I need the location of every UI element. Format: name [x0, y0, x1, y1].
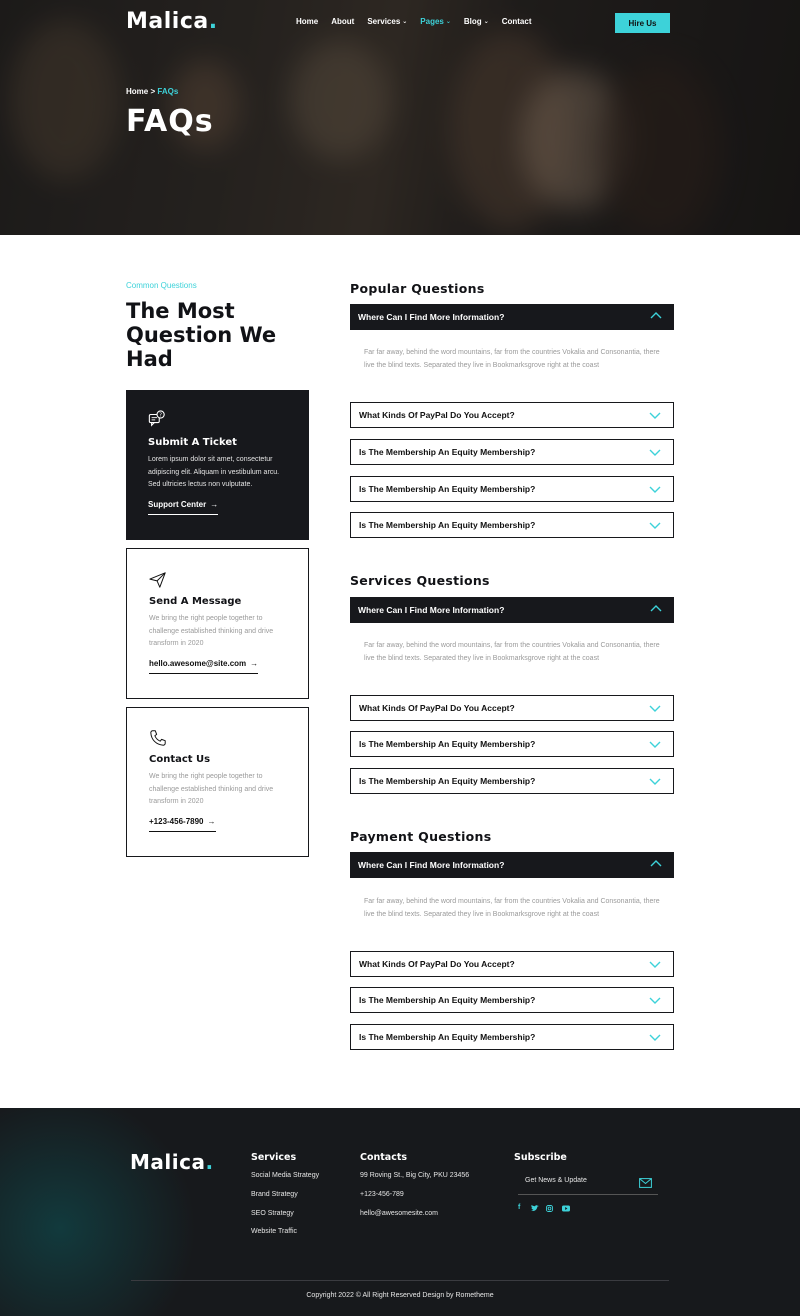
- arrow-right-icon: →: [250, 659, 259, 668]
- faq-question[interactable]: [350, 402, 674, 428]
- hero-banner: [0, 0, 800, 235]
- nav-about[interactable]: [331, 17, 354, 26]
- chevron-up-icon: [650, 859, 662, 869]
- support-center-link[interactable]: [148, 500, 218, 515]
- faq-question-label: Is The Membership An Equity Membership?: [359, 739, 536, 749]
- faq-question-label: Is The Membership An Equity Membership?: [359, 776, 536, 786]
- card-text: Lorem ipsum dolor sit amet, consectetur adipiscing elit. Aliquam in vestibulum arcu. Sed ultricies lectus non vulputate.: [148, 456, 280, 488]
- phone-link[interactable]: [149, 817, 216, 832]
- faq-question-label: What Kinds Of PayPal Do You Accept?: [359, 959, 515, 969]
- nav-label: Services: [367, 17, 401, 26]
- chevron-down-icon: [649, 484, 661, 494]
- breadcrumb-home[interactable]: Home: [126, 87, 149, 96]
- nav-label: About: [331, 17, 355, 26]
- arrow-right-icon: →: [207, 817, 216, 826]
- logo-text: Malica: [130, 1150, 206, 1174]
- logo-text: Malica: [126, 9, 209, 34]
- faq-question-open[interactable]: [350, 852, 674, 878]
- nav-label: Home: [296, 17, 319, 26]
- faq-question-label: Is The Membership An Equity Membership?: [359, 484, 536, 494]
- footer-services-title: Services: [251, 1152, 297, 1163]
- youtube-icon[interactable]: [562, 1205, 570, 1212]
- chevron-down-icon: [649, 447, 661, 457]
- faq-question-label: What Kinds Of PayPal Do You Accept?: [359, 410, 515, 420]
- nav-label: Pages: [420, 17, 444, 26]
- envelope-icon[interactable]: [639, 1178, 652, 1188]
- chevron-down-icon: [649, 1032, 661, 1042]
- nav-label: Blog: [463, 17, 482, 26]
- faq-question[interactable]: [350, 951, 674, 977]
- footer-link-brand-strategy[interactable]: Brand Strategy: [251, 1191, 298, 1198]
- faq-question-open[interactable]: [350, 597, 674, 623]
- card-text: We bring the right people together to challenge established thinking and drive transform in 2020: [149, 773, 274, 805]
- twitter-icon[interactable]: [531, 1205, 539, 1212]
- chevron-up-icon: [650, 311, 662, 321]
- chevron-up-icon: [650, 604, 662, 614]
- faq-question-label: Is The Membership An Equity Membership?: [359, 447, 536, 457]
- faq-question-label: Where Can I Find More Information?: [358, 860, 505, 870]
- copyright-text: Copyright 2022 © All Right Reserved Design by Rometheme: [306, 1292, 494, 1299]
- footer-divider: [131, 1280, 669, 1281]
- subscribe-placeholder: Get News & Update: [525, 1177, 587, 1184]
- faq-section-title: Services Questions: [350, 573, 490, 588]
- paper-plane-icon: [149, 571, 167, 589]
- faq-question[interactable]: [350, 987, 674, 1013]
- facebook-icon[interactable]: f: [518, 1204, 521, 1211]
- faq-question-label: Is The Membership An Equity Membership?: [359, 520, 536, 530]
- footer-link-social-media[interactable]: Social Media Strategy: [251, 1172, 320, 1179]
- page-title: FAQs: [126, 104, 214, 139]
- link-label: Support Center: [148, 500, 207, 509]
- faq-section-title: Payment Questions: [350, 829, 492, 844]
- breadcrumb-current: FAQs: [157, 87, 179, 96]
- subscribe-input[interactable]: [518, 1168, 658, 1195]
- breadcrumb-separator: >: [150, 87, 156, 96]
- faq-answer: Far far away, behind the word mountains, far from the countries Vokalia and Consonantia, there live the blind texts. Separated they live in Bookmarksgrove right at the coast: [364, 349, 660, 369]
- chevron-down-icon: [649, 739, 661, 749]
- site-logo[interactable]: [126, 9, 218, 34]
- link-label: +123-456-7890: [149, 817, 204, 826]
- svg-text:?: ?: [159, 412, 163, 419]
- nav-services[interactable]: [367, 17, 407, 26]
- faq-question[interactable]: [350, 439, 674, 465]
- submit-ticket-card: [126, 390, 309, 540]
- faq-question[interactable]: [350, 731, 674, 757]
- chevron-down-icon: ⌄: [445, 19, 451, 25]
- faq-question[interactable]: [350, 768, 674, 794]
- link-label: hello.awesome@site.com: [149, 659, 247, 668]
- arrow-right-icon: →: [210, 500, 219, 509]
- faq-question-label: Where Can I Find More Information?: [358, 605, 505, 615]
- nav-label: Contact: [501, 17, 532, 26]
- nav-blog[interactable]: [464, 17, 489, 26]
- nav-contact[interactable]: [502, 17, 532, 26]
- card-title: Submit A Ticket: [148, 437, 237, 448]
- faq-question-label: Is The Membership An Equity Membership?: [359, 1032, 536, 1042]
- chevron-down-icon: [649, 995, 661, 1005]
- chevron-down-icon: [649, 703, 661, 713]
- faq-question-label: Is The Membership An Equity Membership?: [359, 995, 536, 1005]
- chevron-down-icon: ⌄: [483, 19, 489, 25]
- chevron-down-icon: [649, 959, 661, 969]
- faq-question-open[interactable]: [350, 304, 674, 330]
- footer-logo[interactable]: [130, 1150, 214, 1174]
- email-link[interactable]: [149, 659, 258, 674]
- main-nav: [296, 17, 545, 26]
- section-eyebrow: Common Questions: [126, 281, 197, 290]
- nav-pages[interactable]: [420, 17, 451, 26]
- section-heading: The Most Question We Had: [126, 299, 277, 371]
- footer-subscribe-title: Subscribe: [514, 1152, 567, 1163]
- hire-us-button[interactable]: Hire Us: [615, 13, 670, 33]
- chevron-down-icon: [649, 776, 661, 786]
- nav-home[interactable]: [296, 17, 318, 26]
- faq-section-title: Popular Questions: [350, 281, 485, 296]
- faq-question[interactable]: [350, 695, 674, 721]
- faq-question-label: Where Can I Find More Information?: [358, 312, 505, 322]
- footer-contacts-title: Contacts: [360, 1152, 408, 1163]
- footer-link-traffic[interactable]: Website Traffic: [251, 1228, 298, 1235]
- faq-answer: Far far away, behind the word mountains, far from the countries Vokalia and Consonantia, there live the blind texts. Separated they live in Bookmarksgrove right at the coast: [364, 898, 660, 918]
- logo-dot: .: [208, 9, 218, 34]
- chevron-down-icon: [649, 520, 661, 530]
- card-title: Contact Us: [149, 754, 211, 765]
- hero-overlay: [0, 0, 800, 235]
- footer-address: 99 Roving St., Big City, PKU 23456: [360, 1172, 470, 1179]
- card-title: Send A Message: [149, 596, 242, 607]
- breadcrumb: [126, 87, 178, 96]
- contact-us-card: [126, 707, 309, 857]
- faq-question-label: What Kinds Of PayPal Do You Accept?: [359, 703, 515, 713]
- footer-phone[interactable]: +123-456-789: [360, 1191, 404, 1198]
- footer-email[interactable]: hello@awesomesite.com: [360, 1210, 438, 1217]
- faq-question[interactable]: [350, 512, 674, 538]
- chevron-down-icon: ⌄: [402, 19, 408, 25]
- logo-dot: .: [205, 1150, 214, 1174]
- send-message-card: [126, 548, 309, 699]
- faq-question[interactable]: [350, 1024, 674, 1050]
- faq-answer: Far far away, behind the word mountains, far from the countries Vokalia and Consonantia, there live the blind texts. Separated they live in Bookmarksgrove right at the coast: [364, 642, 660, 662]
- card-text: We bring the right people together to challenge established thinking and drive transform in 2020: [149, 615, 274, 647]
- faq-question[interactable]: [350, 476, 674, 502]
- phone-icon: [149, 729, 167, 747]
- footer-link-seo[interactable]: SEO Strategy: [251, 1210, 294, 1217]
- instagram-icon[interactable]: [546, 1205, 553, 1212]
- ticket-chat-icon: [148, 410, 166, 428]
- chevron-down-icon: [649, 410, 661, 420]
